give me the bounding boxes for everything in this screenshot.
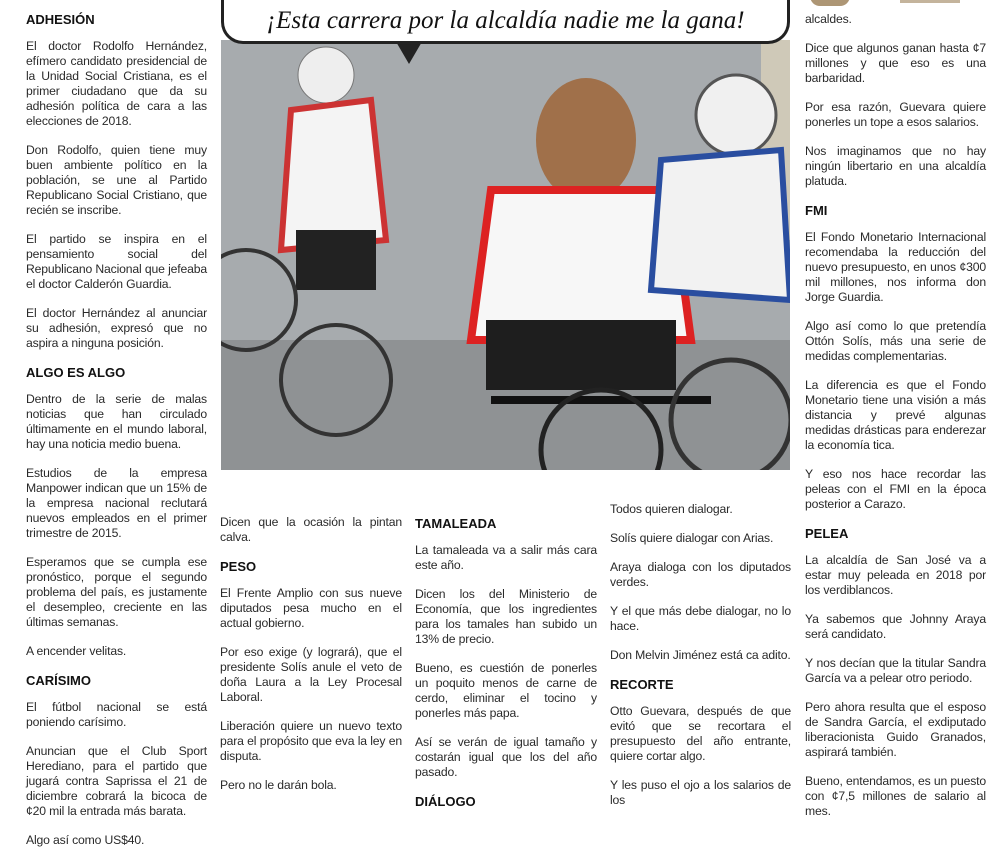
heading-dialogo: DIÁLOGO xyxy=(415,794,476,809)
paragraph: Nos imaginamos que no hay ningún libertario en una alcaldía platuda. xyxy=(805,144,986,188)
paragraph: El doctor Rodolfo Hernández, efímero candidato presidencial de la Unidad Social Cristiana, es el primer ciudadano que da su adhesión política de cara a las elecciones de 2018. xyxy=(26,39,207,128)
paragraph: Dice que algunos ganan hasta ¢7 millones y que eso es una barbaridad. xyxy=(805,41,986,85)
paragraph: Por eso exige (y logrará), que el presidente Solís anule el veto de doña Laura a la Ley Procesal Laboral. xyxy=(220,645,402,704)
paragraph: El Fondo Monetario Internacional recomendaba la reducción del nuevo presupuesto, en unos ¢300 mil millones, nos informa don Jorge Guardia. xyxy=(805,230,986,304)
paragraph: Don Rodolfo, quien tiene muy buen ambiente político en la población, se une al Partido Republicano Social Cristiano, que recién se inscribe. xyxy=(26,143,207,217)
column-4 xyxy=(610,502,791,822)
column-3 xyxy=(415,516,597,821)
heading-pelea: PELEA xyxy=(805,526,849,541)
paragraph: Y nos decían que la titular Sandra García va a pelear otro periodo. xyxy=(805,656,986,685)
heading-adhesion: ADHESIÓN xyxy=(26,12,95,27)
heading-algo-es-algo: ALGO ES ALGO xyxy=(26,365,126,380)
paragraph: El Frente Amplio con sus nueve diputados pesa mucho en el actual gobierno. xyxy=(220,586,402,630)
masthead-seal-fragment xyxy=(810,0,850,6)
paragraph: Estudios de la empresa Manpower indican que un 15% de la empresa nacional reclutará nuevos empleados en el primer trimestre de 2015. xyxy=(26,466,207,540)
paragraph: El doctor Hernández al anunciar su adhesión, expresó que no aspira a ninguna posición. xyxy=(26,306,207,350)
paragraph: Bueno, es cuestión de ponerles un poquito menos de carne de cerdo, eliminar el tocino y ponerles más papa. xyxy=(415,661,597,720)
speech-bubble-text: ¡Esta carrera por la alcaldía nadie me la gana! xyxy=(266,6,745,34)
paragraph: Así se verán de igual tamaño y costarán igual que los del año pasado. xyxy=(415,735,597,779)
paragraph: Algo así como US$40. xyxy=(26,833,145,847)
column-2 xyxy=(220,515,402,807)
paragraph: El partido se inspira en el pensamiento social del Republicano Nacional que jefeaba el doctor Calderón Guardia. xyxy=(26,232,207,291)
paragraph: Y eso nos hace recordar las peleas con el FMI en la época posterior a Carazo. xyxy=(805,467,986,511)
paragraph: La alcaldía de San José va a estar muy peleada en 2018 por los verdiblancos. xyxy=(805,553,986,597)
paragraph: Dentro de la serie de malas noticias que han circulado últimamente en el mundo laboral, hay una noticia medio buena. xyxy=(26,392,207,451)
paragraph: Solís quiere dialogar con Arias. xyxy=(610,531,774,545)
paragraph: Esperamos que se cumpla ese pronóstico, porque el segundo problema del país, es justamente el desempleo, creciente en las últimas semanas. xyxy=(26,555,207,629)
heading-fmi: FMI xyxy=(805,203,828,218)
paragraph: Todos quieren dialogar. xyxy=(610,502,733,516)
paragraph: Don Melvin Jiménez está ca adito. xyxy=(610,648,791,662)
paragraph: El fútbol nacional se está poniendo carísimo. xyxy=(26,700,207,729)
paragraph: A encender velitas. xyxy=(26,644,127,658)
paragraph: Otto Guevara, después de que evitó que se recortara el presupuesto del año entrante, quiere cortar algo. xyxy=(610,704,791,763)
column-5 xyxy=(805,12,986,833)
paragraph: Araya dialoga con los diputados verdes. xyxy=(610,560,791,589)
paragraph: La diferencia es que el Fondo Monetario tiene una visión a más distancia y prevé algunas medidas drásticas para enderezar la economía tica. xyxy=(805,378,986,452)
column-1 xyxy=(26,12,207,862)
paragraph: Y les puso el ojo a los salarios de los xyxy=(610,778,791,807)
heading-peso: PESO xyxy=(220,559,257,574)
paragraph: alcaldes. xyxy=(805,12,852,26)
cyclists-photo xyxy=(221,40,790,470)
paragraph: La tamaleada va a salir más cara este año. xyxy=(415,543,597,572)
paragraph: Ya sabemos que Johnny Araya será candidato. xyxy=(805,612,986,641)
cyclists-illustration xyxy=(221,40,790,470)
paragraph: Pero no le darán bola. xyxy=(220,778,337,792)
paragraph: Por esa razón, Guevara quiere ponerles un tope a esos salarios. xyxy=(805,100,986,129)
masthead-text-fragment xyxy=(900,0,960,3)
paragraph: Dicen los del Ministerio de Economía, que los ingredientes para los tamales han subido un 13% de precio. xyxy=(415,587,597,646)
heading-tamaleada: TAMALEADA xyxy=(415,516,497,531)
paragraph: Y el que más debe dialogar, no lo hace. xyxy=(610,604,791,633)
paragraph: Bueno, entendamos, es un puesto con ¢7,5 millones de salario al mes. xyxy=(805,774,987,818)
paragraph: Algo así como lo que pretendía Ottón Solís, más una serie de medidas complementarias. xyxy=(805,319,986,363)
heading-recorte: RECORTE xyxy=(610,677,674,692)
heading-carisimo: CARÍSIMO xyxy=(26,673,91,688)
paragraph: Dicen que la ocasión la pintan calva. xyxy=(220,515,402,544)
paragraph: Pero ahora resulta que el esposo de Sandra García, el exdiputado liberacionista Guido Granados, aspirará también. xyxy=(805,700,986,759)
paragraph: Anuncian que el Club Sport Herediano, para el partido que jugará contra Saprissa el 21 de diciembre cobrará la bicoca de ¢20 mil la entrada más barata. xyxy=(26,744,207,818)
speech-bubble xyxy=(221,0,790,44)
paragraph: Liberación quiere un nuevo texto para el propósito que eva la ley en disputa. xyxy=(220,719,402,763)
